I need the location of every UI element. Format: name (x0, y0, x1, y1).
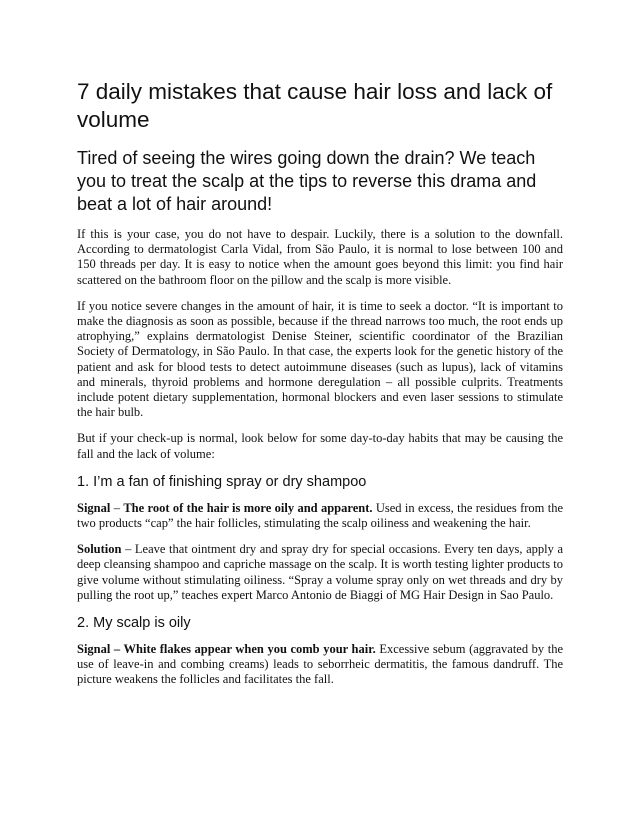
article-subtitle: Tired of seeing the wires going down the drain? We teach you to treat the scalp at the tips to reverse this drama and beat a lot of hair around! (77, 148, 537, 214)
solution-text: – Leave that ointment dry and spray dry for special occasions. Every ten days, apply a deep cleansing shampoo and capriche massage on the scalp. It is worth testing lighter products to give volume without stimulating oiliness. “Spray a volume spray only on wet threads and dry by pulling the root up,” teaches expert Marco Antonio de Biaggi of MG Hair Design in Sao Paulo. (77, 542, 563, 602)
signal-bold-text: The root of the hair is more oily and apparent. (123, 500, 373, 515)
signal-separator: – (110, 500, 124, 515)
article (77, 78, 563, 699)
signal-paragraph-1 (77, 501, 563, 531)
signal-text: Excessive sebum (aggravated by the use of leave-in and combing creams) leads to seborrheic dermatitis, the famous dandruff. The picture weakens the follicles and facilitates the fall. (77, 642, 563, 687)
solution-paragraph-1 (77, 542, 563, 603)
intro-paragraph: If this is your case, you do not have to despair. Luckily, there is a solution to the downfall. According to dermatologist Carla Vidal, from São Paulo, it is normal to lose between 100 and 150 threads per day. It is easy to notice when the amount goes beyond this limit: you find hair scattered on the bathroom floor on the pillow and the scalp is more visible. (77, 227, 563, 287)
signal-bold-text: White flakes appear when you comb your hair. (123, 642, 376, 657)
article-title: 7 daily mistakes that cause hair loss and lack of volume (77, 79, 553, 132)
checkup-paragraph: But if your check-up is normal, look below for some day-to-day habits that may be causing the fall and the lack of volume: (77, 431, 563, 461)
signal-label: Signal (77, 500, 111, 515)
section-heading-1: 1. I’m a fan of finishing spray or dry shampoo (77, 473, 367, 490)
signal-text: Used in excess, the residues from the two products “cap” the hair follicles, stimulating the scalp oiliness and weakening the hair. (77, 500, 564, 531)
signal-separator: – (110, 642, 124, 657)
solution-label: Solution (77, 542, 122, 557)
section-heading-2: 2. My scalp is oily (77, 615, 191, 632)
signal-label: Signal (77, 642, 111, 657)
signal-paragraph-2 (77, 642, 563, 688)
doctor-paragraph: If you notice severe changes in the amount of hair, it is time to seek a doctor. “It is important to make the diagnosis as soon as possible, because if the thread narrows too much, the root ends up atrophying,” explains dermatologist Denise Steiner, scientific coordinator of the Brazilian Society of Dermatology, in São Paulo. In that case, the experts look for the genetic history of the patient and ask for blood tests to detect autoimmune diseases (such as lupus), lack of vitamins and minerals, thyroid problems and hormone deregulation – all possible culprits. Treatments include potent dietary supplementation, hormonal blockers and even laser sessions to stimulate the hair bulb. (77, 298, 563, 420)
